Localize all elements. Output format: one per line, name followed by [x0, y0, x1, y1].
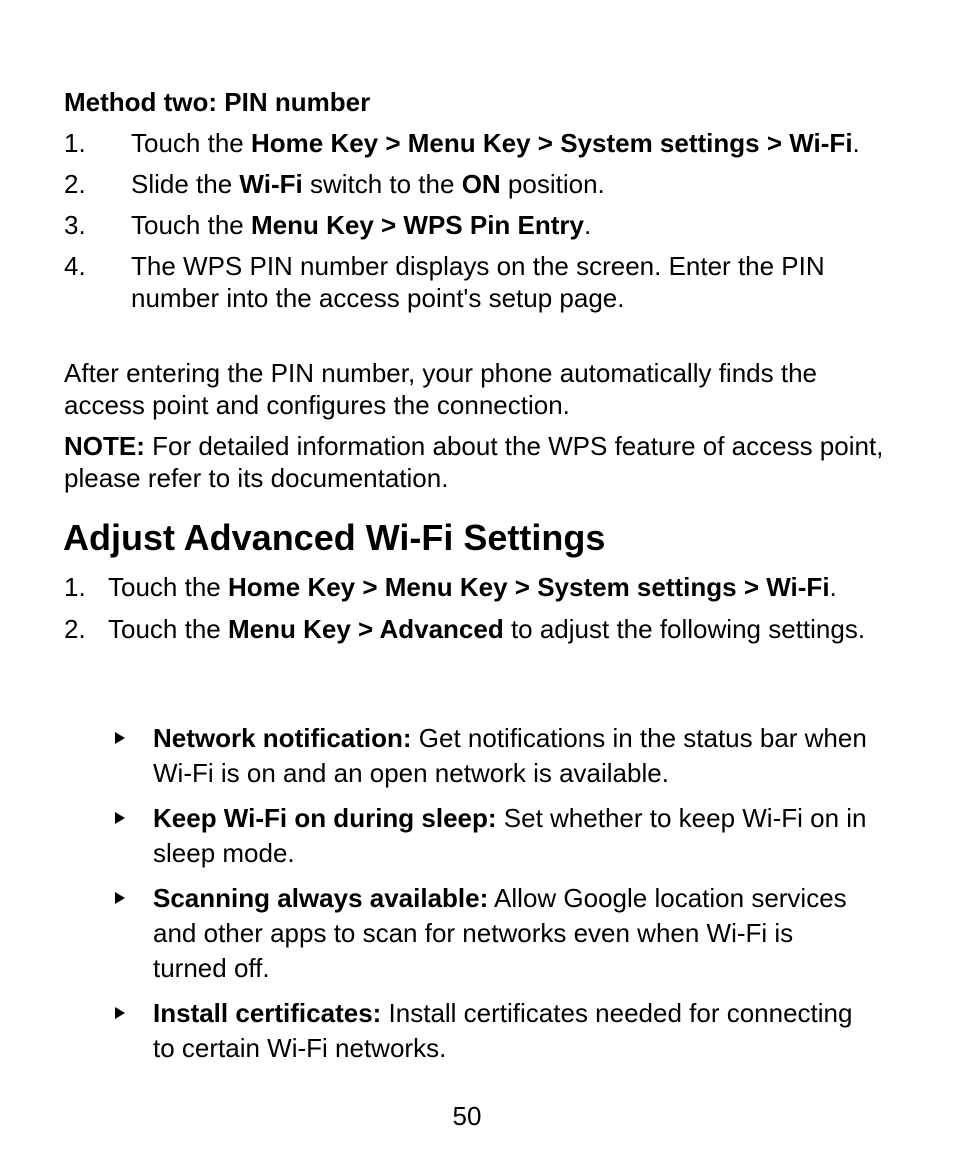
step-text: The WPS PIN number displays on the screen. Enter the PIN number into the access point's setup page.: [131, 251, 825, 313]
method-step-4: [64, 250, 884, 314]
triangle-bullet-icon: [115, 1007, 125, 1019]
note-text: For detailed information about the WPS feature of access point, please refer to its documentation.: [64, 431, 884, 493]
bullet-term: Install certificates:: [153, 998, 382, 1028]
step-text: .: [584, 210, 592, 240]
step-text: Touch the: [131, 210, 251, 240]
bullet-desc: Get notifications in the status bar when Wi-Fi is on and an open network is available.: [153, 723, 867, 788]
section-title: Adjust Advanced Wi-Fi Settings: [63, 517, 606, 558]
bullet-term: Network notification:: [153, 723, 412, 753]
method-step-3: [64, 209, 884, 241]
note-label: NOTE:: [64, 431, 145, 461]
step-number: 1.: [64, 128, 86, 158]
method-step-2: [64, 168, 884, 200]
step-bold-text: Home Key > Menu Key > System settings > Wi-Fi: [250, 128, 853, 158]
step-number: 2.: [64, 614, 86, 644]
method-steps-list: [64, 127, 884, 323]
step-bold-text: Menu Key > Advanced: [227, 614, 504, 644]
step-text: Touch the: [108, 614, 228, 644]
page-number: 50: [452, 1101, 482, 1131]
bullet-term: Scanning always available:: [153, 883, 489, 913]
step-text: position.: [500, 169, 605, 199]
bullet-item-install-certificates: [110, 996, 870, 1066]
method-title: Method two: PIN number: [64, 87, 371, 117]
bullet-desc: Install certificates needed for connecting to certain Wi-Fi networks.: [153, 998, 853, 1063]
note-paragraph: [64, 430, 884, 494]
triangle-bullet-icon: [115, 732, 125, 744]
step-bold-text: Wi-Fi: [239, 169, 303, 199]
step-text: Slide the: [131, 169, 240, 199]
section-step-1: [64, 571, 884, 603]
step-bold-text: Home Key > Menu Key > System settings > Wi-Fi: [227, 572, 830, 602]
step-text: Touch the: [108, 572, 228, 602]
step-text: switch to the: [302, 169, 462, 199]
settings-bullet-list: [110, 721, 870, 1076]
step-number: 1.: [64, 572, 86, 602]
step-number: 2.: [64, 169, 86, 199]
section-step-2: [64, 613, 884, 645]
section-steps-list: [64, 571, 884, 655]
step-bold-text: ON: [461, 169, 501, 199]
step-text: .: [829, 572, 837, 602]
bullet-item-keep-wifi-on: [110, 801, 870, 871]
step-text: .: [852, 128, 860, 158]
step-text: Touch the: [131, 128, 251, 158]
bullet-desc: Allow Google location services and other apps to scan for networks even when Wi-Fi is turned off.: [153, 883, 847, 983]
step-text: to adjust the following settings.: [503, 614, 866, 644]
method-step-1: [64, 127, 884, 159]
bullet-desc: Set whether to keep Wi-Fi on in sleep mode.: [153, 803, 867, 868]
triangle-bullet-icon: [115, 812, 125, 824]
after-paragraph: After entering the PIN number, your phone automatically finds the access point and configures the connection.: [64, 358, 817, 420]
bullet-item-network-notification: [110, 721, 870, 791]
step-number: 3.: [64, 210, 86, 240]
step-number: 4.: [64, 251, 86, 281]
step-bold-text: Menu Key > WPS Pin Entry: [250, 210, 584, 240]
bullet-term: Keep Wi-Fi on during sleep:: [153, 803, 497, 833]
bullet-item-scanning-always: [110, 881, 870, 986]
triangle-bullet-icon: [115, 892, 125, 904]
